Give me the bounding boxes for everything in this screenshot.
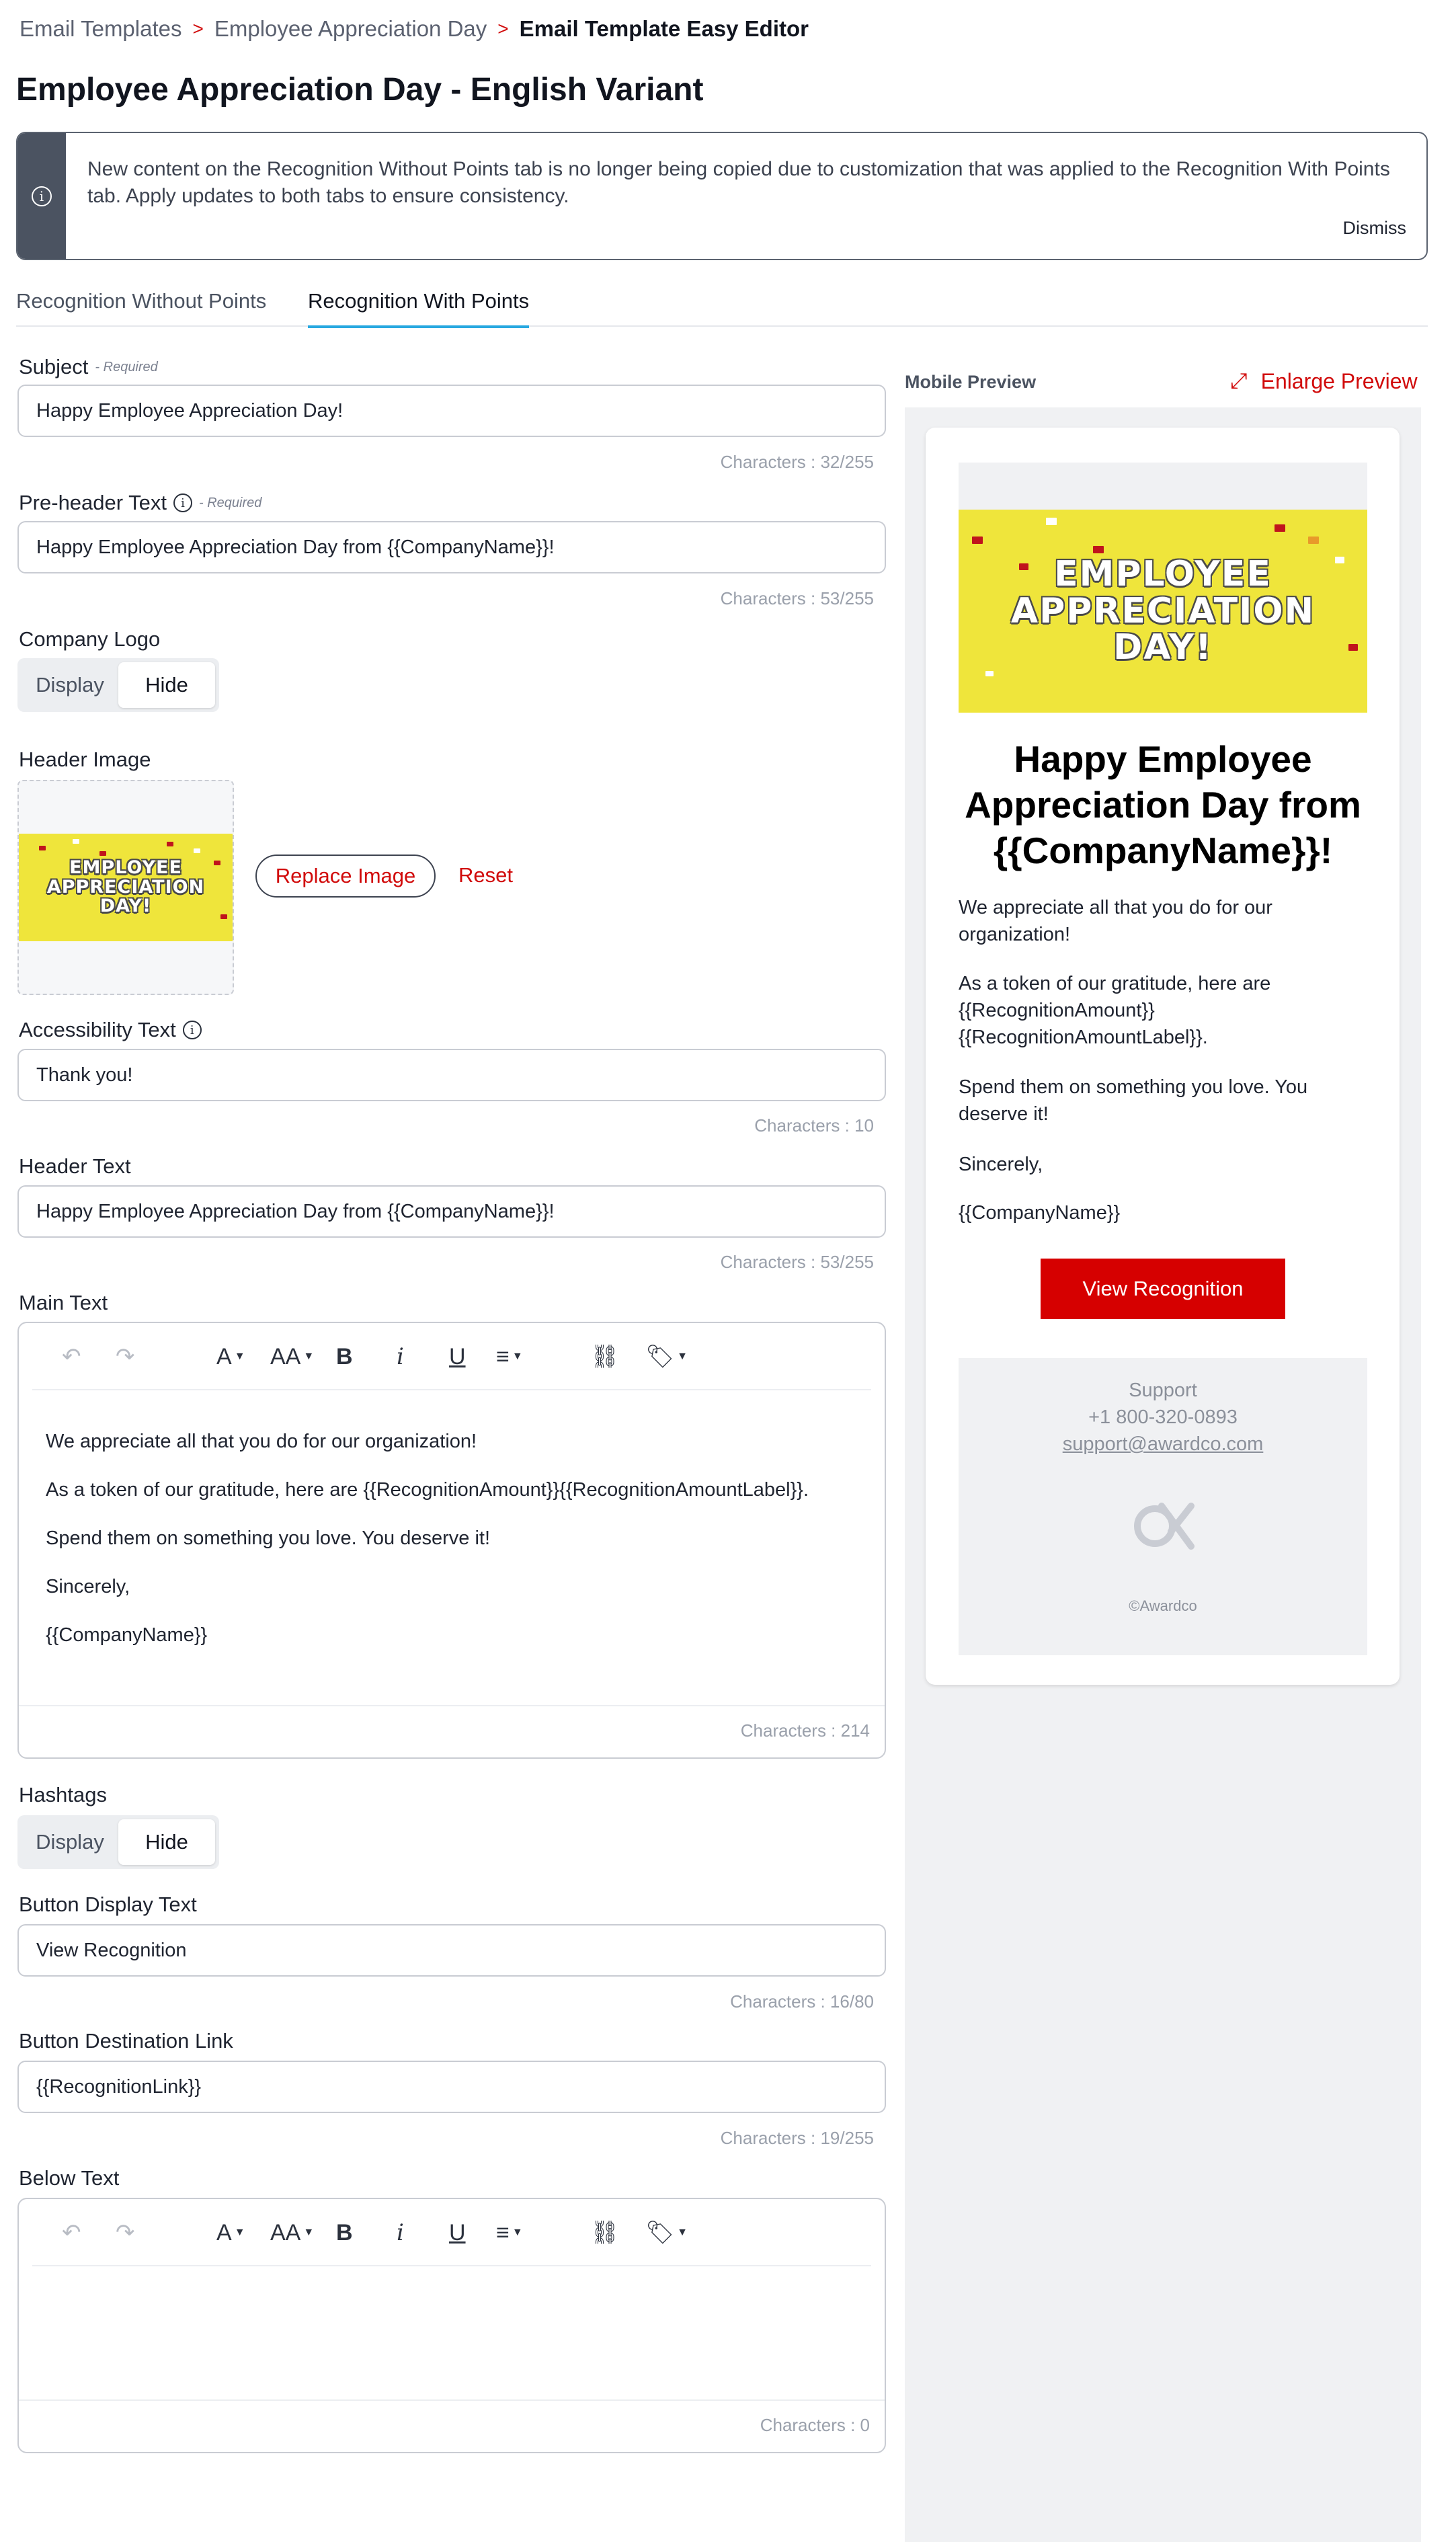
- font-color-dropdown[interactable]: [216, 1342, 245, 1372]
- accessibility-input[interactable]: Thank you!: [17, 1049, 886, 1101]
- main-text-content[interactable]: [46, 1431, 809, 1673]
- below-text-counter: Characters : 0: [760, 2415, 870, 2435]
- redo-icon[interactable]: ↷: [116, 1344, 135, 1369]
- main-text-paragraph: We appreciate all that you do for our organization!: [46, 1431, 477, 1452]
- info-icon[interactable]: i: [173, 493, 192, 512]
- caret-down-icon: ▼: [234, 1351, 245, 1362]
- caret-down-icon: ▼: [512, 2227, 523, 2238]
- alert-rail: [17, 133, 66, 259]
- italic-button[interactable]: i: [397, 2219, 404, 2246]
- banner-line-1: EMPLOYEE: [1054, 554, 1272, 595]
- header-text-counter: Characters : 53/255: [720, 1252, 874, 1272]
- underline-button[interactable]: U: [449, 1343, 466, 1369]
- preview-paragraph: Spend them on something you love. You deserve it!: [959, 1076, 1308, 1125]
- caret-down-icon: ▼: [303, 1351, 315, 1362]
- company-logo-label: Company Logo: [19, 627, 161, 651]
- accessibility-label: [19, 1018, 202, 1042]
- button-link-input[interactable]: {{RecognitionLink}}: [17, 2061, 886, 2113]
- chevron-right-icon: >: [497, 18, 509, 39]
- reset-image-button[interactable]: Reset: [458, 863, 513, 887]
- hashtags-toggle: [17, 1815, 219, 1869]
- header-text-label: Header Text: [19, 1154, 131, 1178]
- preview-paragraph: We appreciate all that you do for our organization!: [959, 897, 1272, 945]
- enlarge-preview-label: Enlarge Preview: [1260, 368, 1418, 393]
- mobile-preview-label: Mobile Preview: [905, 372, 1037, 392]
- subject-counter: Characters : 32/255: [720, 452, 874, 472]
- align-left-icon: ≡: [496, 2219, 510, 2246]
- dismiss-button[interactable]: Dismiss: [1342, 218, 1406, 238]
- preview-paragraph: As a token of our gratitude, here are {{RecognitionAmount}} {{RecognitionAmountLabel}}.: [959, 973, 1271, 1048]
- info-icon[interactable]: i: [183, 1021, 202, 1039]
- required-note: - Required: [199, 495, 262, 510]
- bold-button[interactable]: B: [336, 2219, 353, 2246]
- banner-line-1: EMPLOYEE: [69, 857, 182, 879]
- header-image-label: Header Image: [19, 748, 151, 771]
- caret-down-icon: ▼: [234, 2227, 245, 2238]
- preview-header-banner: [959, 510, 1367, 713]
- info-alert: [16, 132, 1428, 260]
- required-note: - Required: [95, 359, 158, 374]
- expand-icon: ⤢: [1230, 368, 1248, 393]
- main-text-paragraph: As a token of our gratitude, here are {{RecognitionAmount}}{{RecognitionAmountLabel}}.: [46, 1479, 809, 1501]
- undo-icon[interactable]: ↶: [62, 1344, 81, 1369]
- header-image-banner-text: [19, 859, 233, 916]
- button-text-input[interactable]: View Recognition: [17, 1924, 886, 1977]
- preheader-label: [19, 491, 261, 515]
- breadcrumb-employee-appreciation-day[interactable]: Employee Appreciation Day: [214, 16, 487, 41]
- breadcrumb: [19, 16, 809, 42]
- preheader-label-text: Pre-header Text: [19, 491, 167, 514]
- main-text-label: Main Text: [19, 1291, 108, 1314]
- align-dropdown[interactable]: [496, 2218, 523, 2248]
- align-dropdown[interactable]: [496, 1342, 523, 1372]
- bold-button[interactable]: B: [336, 1343, 353, 1369]
- tab-recognition-with-points[interactable]: Recognition With Points: [308, 289, 529, 328]
- button-text-label: Button Display Text: [19, 1893, 197, 1916]
- font-size-icon: AA: [270, 1343, 301, 1369]
- accessibility-label-text: Accessibility Text: [19, 1018, 176, 1041]
- main-text-toolbar: [32, 1323, 871, 1390]
- enlarge-preview-button[interactable]: [1230, 368, 1418, 394]
- preview-logo-area: [959, 463, 1367, 510]
- preview-heading: Happy Employee Appreciation Day from {{CompanyName}}!: [965, 738, 1361, 871]
- font-color-icon: A: [216, 1343, 232, 1369]
- preview-footer: [959, 1358, 1367, 1655]
- button-link-counter: Characters : 19/255: [720, 2128, 874, 2148]
- breadcrumb-email-templates[interactable]: Email Templates: [19, 16, 182, 41]
- company-logo-display-option[interactable]: Display: [36, 673, 104, 697]
- main-text-paragraph: Spend them on something you love. You deserve it!: [46, 1527, 490, 1549]
- below-text-toolbar: [32, 2199, 871, 2266]
- below-text-editor[interactable]: [17, 2198, 886, 2453]
- tag-icon: 🏷: [645, 1344, 675, 1369]
- preview-banner-text: [959, 556, 1367, 666]
- page-title: Employee Appreciation Day - English Variant: [16, 72, 704, 108]
- accessibility-counter: Characters : 10: [754, 1115, 874, 1136]
- tag-dropdown[interactable]: [645, 2218, 688, 2248]
- link-icon[interactable]: ⛓: [590, 1344, 620, 1369]
- tag-icon: 🏷: [645, 2220, 675, 2246]
- subject-input[interactable]: Happy Employee Appreciation Day!: [17, 385, 886, 437]
- caret-down-icon: ▼: [677, 2227, 688, 2238]
- link-icon[interactable]: ⛓: [590, 2220, 620, 2246]
- company-logo-hide-option[interactable]: Hide: [118, 662, 215, 708]
- company-logo-toggle: [17, 658, 219, 712]
- hashtags-label: Hashtags: [19, 1783, 107, 1806]
- preview-copyright: ©Awardco: [1129, 1597, 1197, 1614]
- redo-icon[interactable]: ↷: [116, 2220, 135, 2246]
- main-text-paragraph: {{CompanyName}}: [46, 1624, 208, 1646]
- font-color-icon: A: [216, 2219, 232, 2246]
- button-text-counter: Characters : 16/80: [730, 1991, 874, 2012]
- hashtags-display-option[interactable]: Display: [36, 1830, 104, 1854]
- tab-recognition-without-points[interactable]: Recognition Without Points: [16, 289, 267, 313]
- banner-line-2: APPRECIATION DAY!: [46, 876, 205, 917]
- banner-line-2: APPRECIATION DAY!: [1010, 590, 1316, 668]
- tag-dropdown[interactable]: [645, 1342, 688, 1372]
- preview-support-email[interactable]: support@awardco.com: [1062, 1433, 1264, 1455]
- awardco-logo-icon: [959, 1498, 1367, 1557]
- header-text-input[interactable]: Happy Employee Appreciation Day from {{CompanyName}}!: [17, 1185, 886, 1238]
- hashtags-hide-option[interactable]: Hide: [118, 1819, 215, 1865]
- main-text-paragraph: Sincerely,: [46, 1576, 130, 1597]
- replace-image-button[interactable]: Replace Image: [255, 855, 436, 898]
- subject-label-text: Subject: [19, 355, 89, 379]
- header-image-thumbnail: [17, 780, 234, 995]
- button-link-label: Button Destination Link: [19, 2029, 233, 2053]
- subject-label: [19, 355, 158, 379]
- undo-icon[interactable]: ↶: [62, 2220, 81, 2246]
- font-size-dropdown[interactable]: [270, 1342, 314, 1372]
- breadcrumb-current: Email Template Easy Editor: [519, 16, 809, 41]
- font-size-dropdown[interactable]: [270, 2218, 314, 2248]
- preheader-counter: Characters : 53/255: [720, 588, 874, 608]
- align-left-icon: ≡: [496, 1343, 510, 1369]
- preview-support-label: Support: [1129, 1380, 1197, 1401]
- caret-down-icon: ▼: [677, 1351, 688, 1362]
- preview-paragraph: Sincerely,: [959, 1154, 1043, 1175]
- below-text-label: Below Text: [19, 2166, 120, 2190]
- main-text-editor[interactable]: [17, 1322, 886, 1759]
- underline-button[interactable]: U: [449, 2219, 466, 2246]
- preview-paragraph: {{CompanyName}}: [959, 1202, 1121, 1224]
- alert-message: New content on the Recognition Without Points tab is no longer being copied due to customization that was applied to the Recognition With Points tab. Apply updates to both tabs to ensure consistency.: [87, 158, 1390, 207]
- caret-down-icon: ▼: [303, 2227, 315, 2238]
- info-icon: i: [32, 186, 52, 206]
- font-size-icon: AA: [270, 2219, 301, 2246]
- chevron-right-icon: >: [192, 18, 204, 39]
- header-image-banner: [19, 834, 233, 941]
- preview-support-phone: +1 800-320-0893: [1088, 1406, 1238, 1428]
- preheader-input[interactable]: Happy Employee Appreciation Day from {{CompanyName}}!: [17, 521, 886, 573]
- italic-button[interactable]: i: [397, 1343, 404, 1370]
- main-text-counter: Characters : 214: [740, 1720, 870, 1741]
- tab-bar: [16, 282, 1428, 327]
- font-color-dropdown[interactable]: [216, 2218, 245, 2248]
- caret-down-icon: ▼: [512, 1351, 523, 1362]
- preview-view-recognition-button[interactable]: View Recognition: [1041, 1259, 1285, 1319]
- below-text-footer: [19, 2399, 885, 2452]
